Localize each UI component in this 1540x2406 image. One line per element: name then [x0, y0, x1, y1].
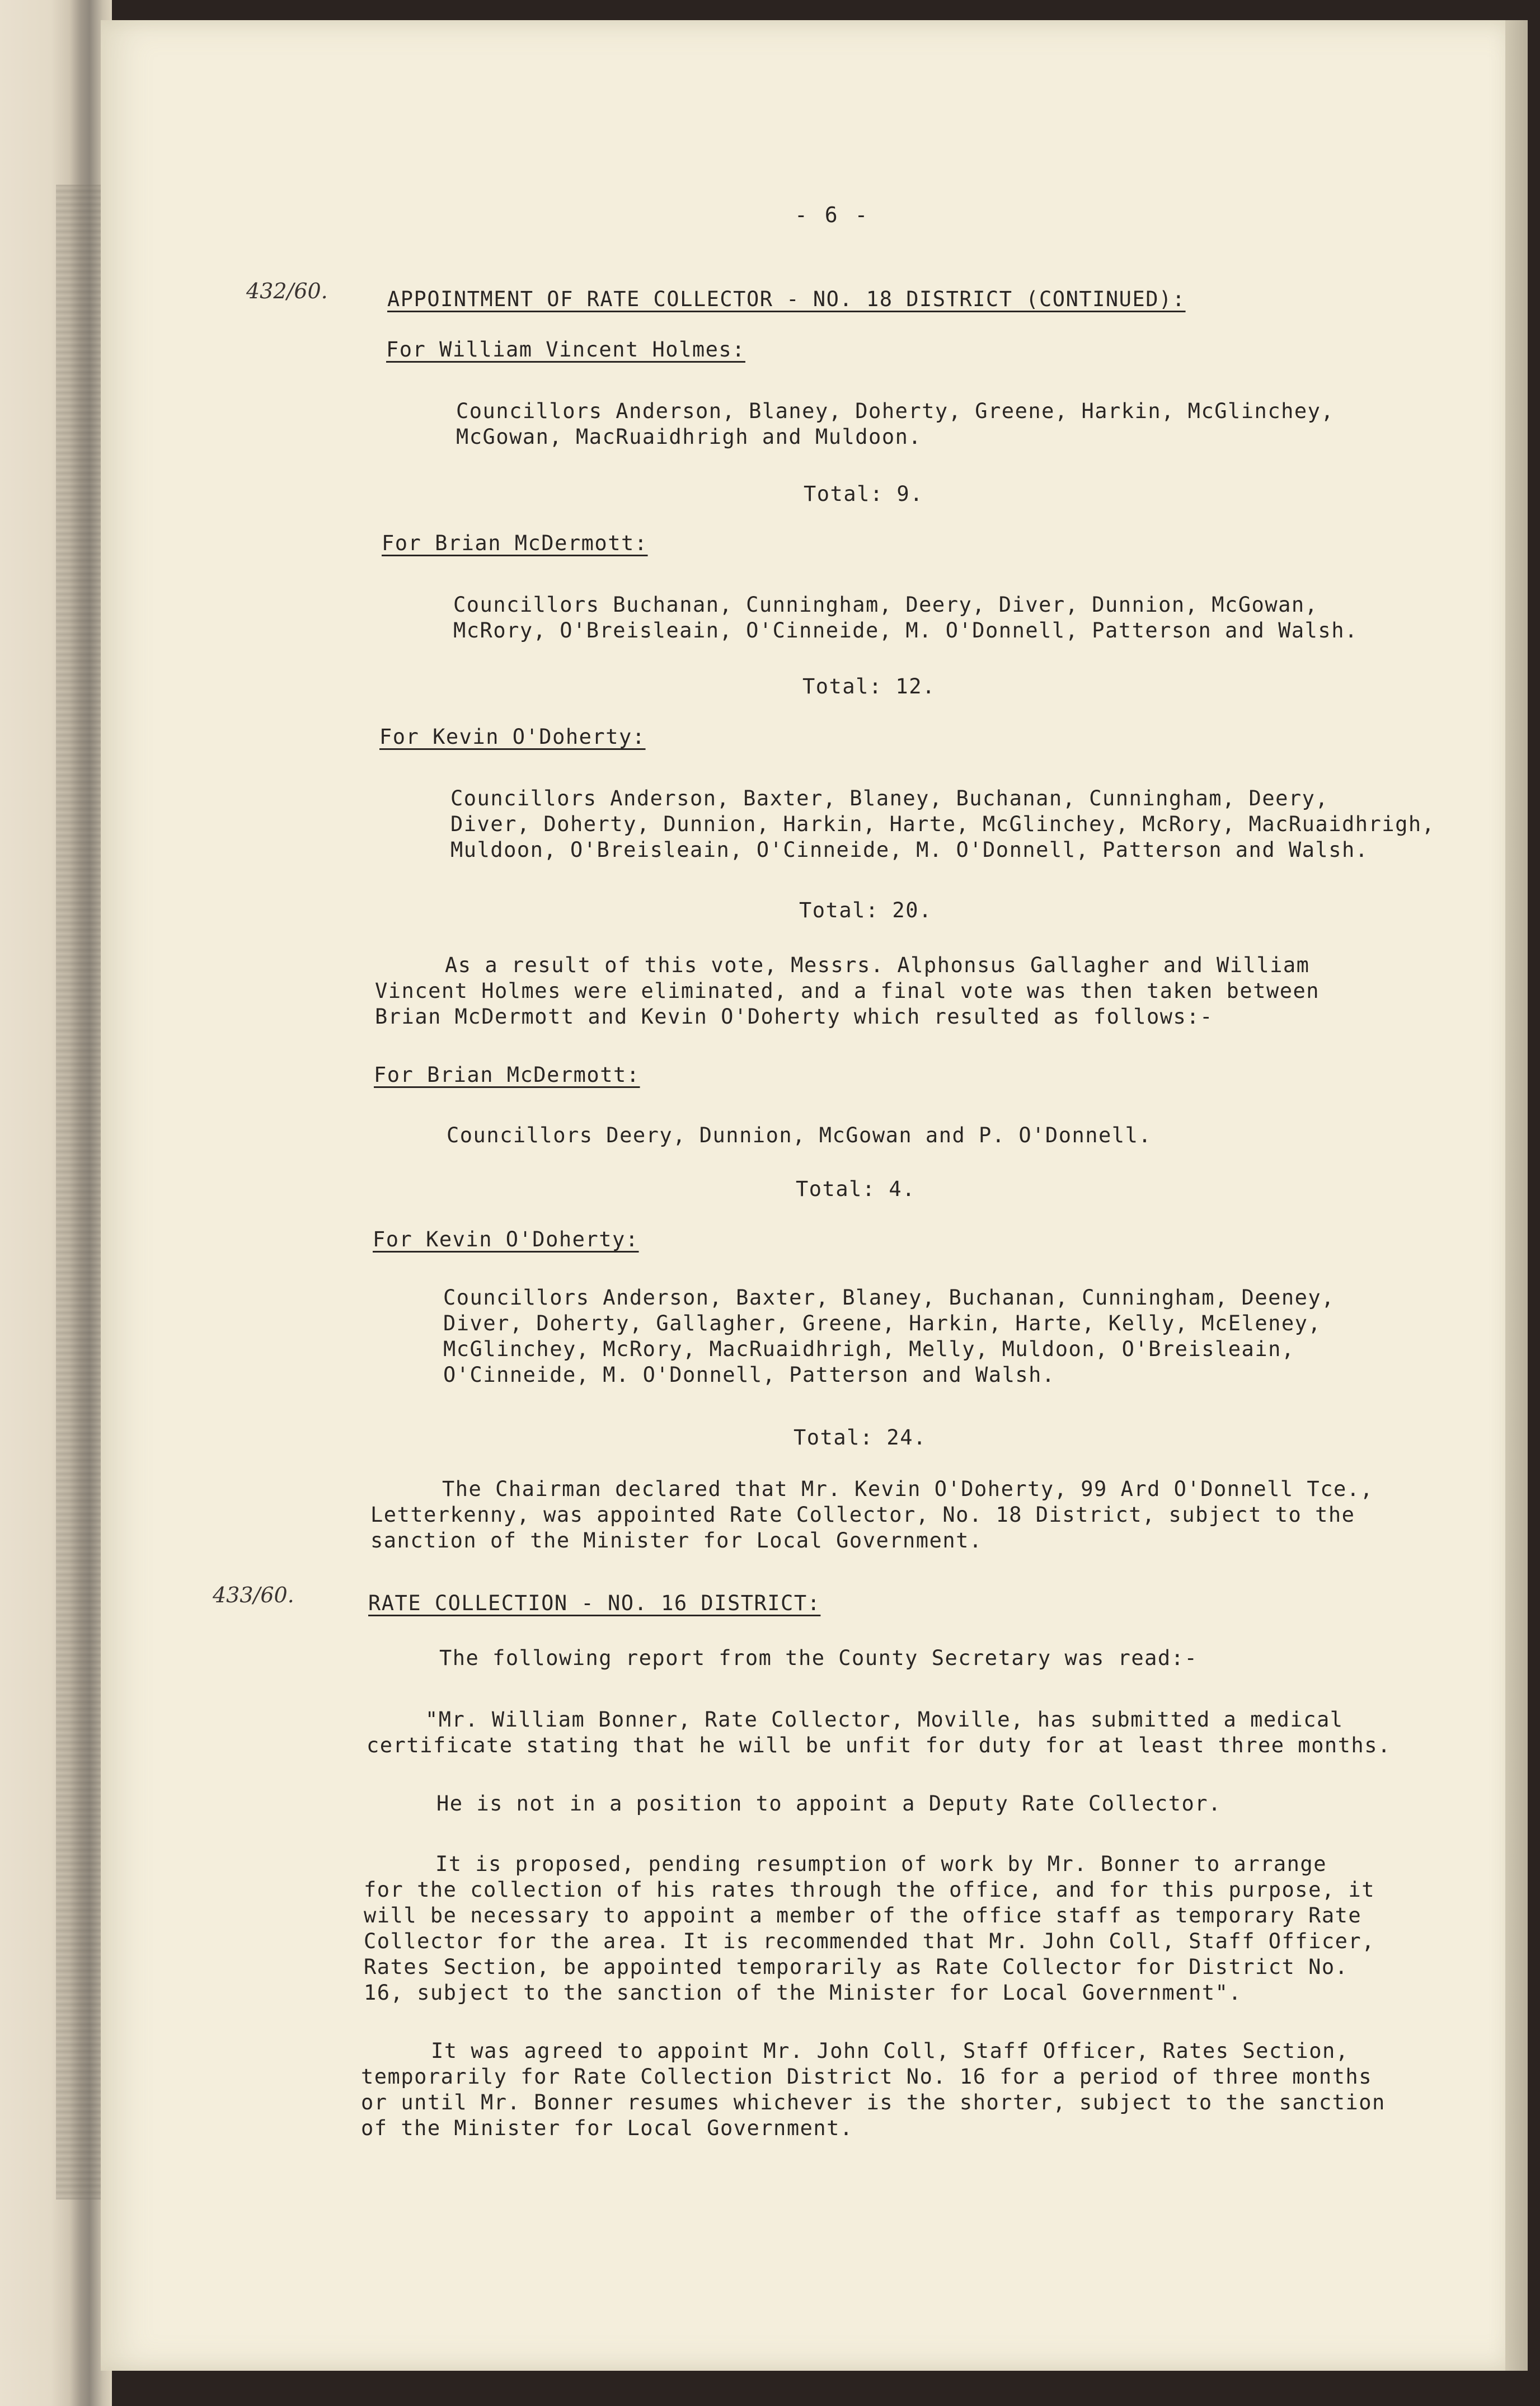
report-line: It is proposed, pending resumption of work by Mr. Bonner to arrange	[435, 1852, 1327, 1876]
odoherty1-line: Muldoon, O'Breisleain, O'Cinneide, M. O'Donnell, Patterson and Walsh.	[450, 838, 1369, 862]
mcdermott2-heading: For Brian McDermott:	[374, 1063, 640, 1087]
minute-ref-432: 432/60.	[246, 279, 328, 303]
odoherty1-line: Diver, Doherty, Dunnion, Harkin, Harte, McGlinchey, McRory, MacRuaidhrigh,	[450, 812, 1435, 836]
item2-intro: The following report from the County Secretary was read:-	[439, 1646, 1198, 1670]
declaration-line: sanction of the Minister for Local Government.	[370, 1528, 983, 1553]
odoherty2-line: Councillors Anderson, Baxter, Blaney, Buchanan, Cunningham, Deeney,	[443, 1286, 1335, 1310]
mcdermott1-line: Councillors Buchanan, Cunningham, Deery, Diver, Dunnion, McGowan,	[453, 593, 1318, 617]
resolution-line: or until Mr. Bonner resumes whichever is the shorter, subject to the sanction	[361, 2090, 1386, 2114]
report-line: for the collection of his rates through the office, and for this purpose, it	[364, 1878, 1375, 1902]
mcdermott1-line: McRory, O'Breisleain, O'Cinneide, M. O'Donnell, Patterson and Walsh.	[453, 618, 1358, 642]
report-line: will be necessary to appoint a member of the office staff as temporary Rate	[364, 1903, 1362, 1927]
holmes-total: Total: 9.	[804, 482, 923, 506]
odoherty2-line: O'Cinneide, M. O'Donnell, Patterson and Walsh.	[443, 1363, 1055, 1387]
declaration-line: Letterkenny, was appointed Rate Collector, No. 18 District, subject to the	[370, 1503, 1355, 1527]
odoherty2-total: Total: 24.	[794, 1425, 927, 1450]
report-line: Rates Section, be appointed temporarily as Rate Collector for District No.	[364, 1955, 1349, 1979]
odoherty2-line: Diver, Doherty, Gallagher, Greene, Harkin, Harte, Kelly, McEleney,	[443, 1311, 1322, 1335]
report-line: 16, subject to the sanction of the Minister for Local Government".	[364, 1981, 1242, 2005]
declaration-line: The Chairman declared that Mr. Kevin O'Doherty, 99 Ard O'Donnell Tce.,	[442, 1477, 1374, 1501]
odoherty2-line: McGlinchey, McRory, MacRuaidhrigh, Melly, Muldoon, O'Breisleain,	[443, 1337, 1295, 1361]
page-number: - 6 -	[795, 203, 870, 227]
minute-ref-433: 433/60.	[213, 1583, 294, 1607]
mcdermott1-heading: For Brian McDermott:	[382, 531, 648, 555]
mcdermott1-total: Total: 12.	[802, 674, 936, 698]
holmes-line: Councillors Anderson, Blaney, Doherty, Greene, Harkin, McGlinchey,	[456, 399, 1335, 423]
report-line: He is not in a position to appoint a Deputy Rate Collector.	[436, 1791, 1222, 1816]
result-line: As a result of this vote, Messrs. Alphonsus Gallagher and William	[445, 953, 1310, 977]
holmes-heading: For William Vincent Holmes:	[386, 337, 745, 362]
result-line: Brian McDermott and Kevin O'Doherty which resulted as follows:-	[375, 1005, 1213, 1029]
report-line: Collector for the area. It is recommended that Mr. John Coll, Staff Officer,	[364, 1929, 1375, 1953]
page-edge	[1505, 20, 1528, 2371]
resolution-line: of the Minister for Local Government.	[361, 2116, 853, 2140]
report-line: certificate stating that he will be unfit for duty for at least three months.	[367, 1733, 1391, 1757]
result-line: Vincent Holmes were eliminated, and a final vote was then taken between	[375, 979, 1320, 1003]
resolution-line: temporarily for Rate Collection District No. 16 for a period of three months	[361, 2065, 1372, 2089]
binding-shadow	[56, 185, 106, 2199]
odoherty1-line: Councillors Anderson, Baxter, Blaney, Buchanan, Cunningham, Deery,	[450, 786, 1329, 810]
report-line: "Mr. William Bonner, Rate Collector, Moville, has submitted a medical	[425, 1708, 1344, 1732]
resolution-line: It was agreed to appoint Mr. John Coll, Staff Officer, Rates Section,	[431, 2039, 1349, 2063]
item2-heading: RATE COLLECTION - NO. 16 DISTRICT:	[368, 1591, 821, 1615]
item1-heading: APPOINTMENT OF RATE COLLECTOR - NO. 18 DISTRICT (CONTINUED):	[387, 287, 1186, 311]
mcdermott2-total: Total: 4.	[796, 1177, 915, 1201]
odoherty2-heading: For Kevin O'Doherty:	[373, 1227, 639, 1251]
odoherty1-heading: For Kevin O'Doherty:	[379, 725, 646, 749]
holmes-line: McGowan, MacRuaidhrigh and Muldoon.	[456, 425, 922, 449]
odoherty1-total: Total: 20.	[799, 898, 932, 922]
mcdermott2-line: Councillors Deery, Dunnion, McGowan and P. O'Donnell.	[447, 1123, 1152, 1147]
